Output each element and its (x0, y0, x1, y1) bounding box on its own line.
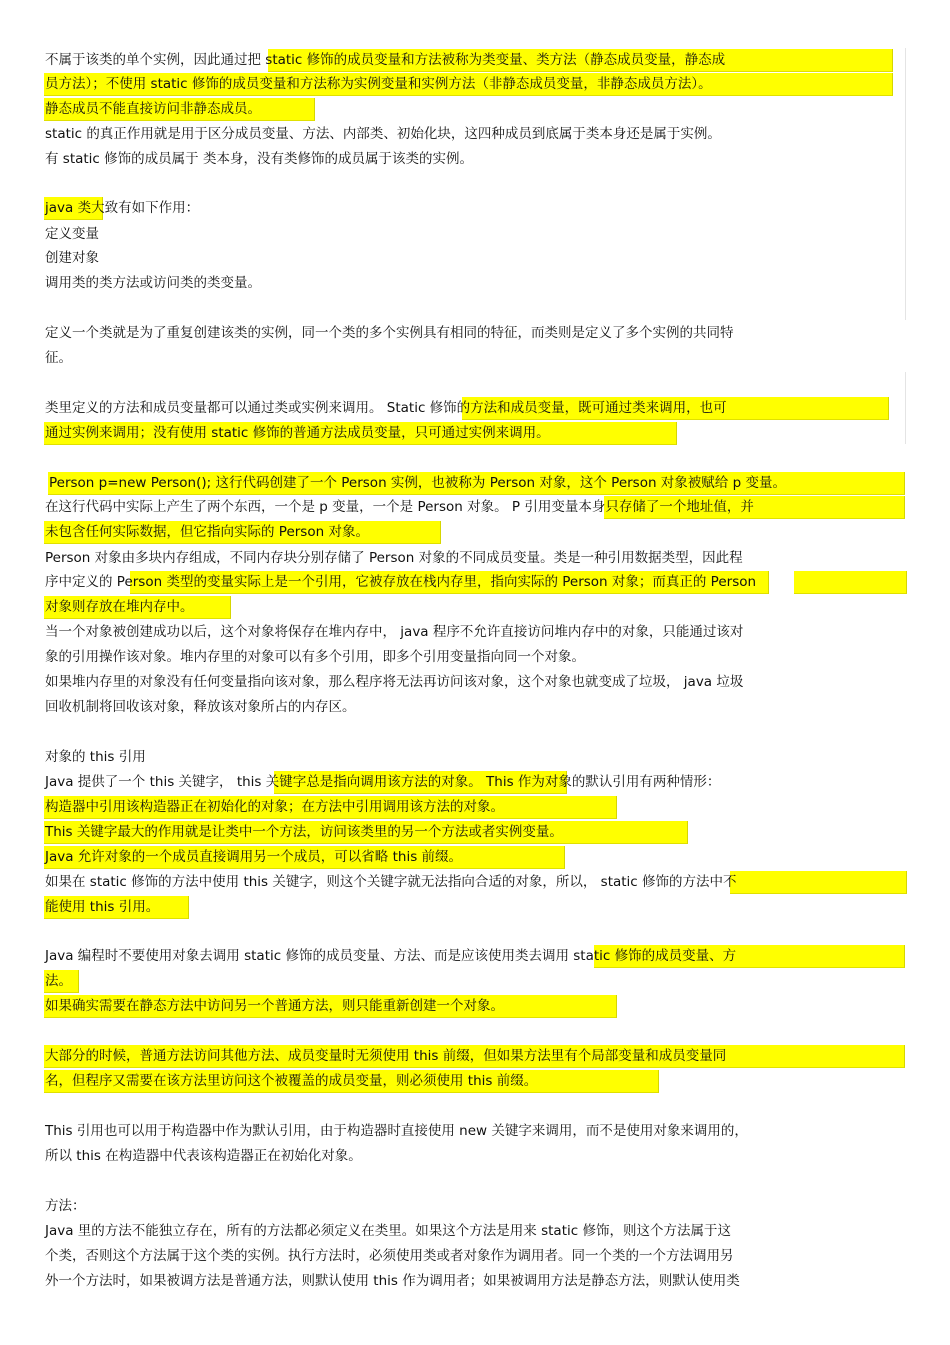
text-line: 外一个方法时，如果被调方法是普通方法，则默认使用 this 作为调用者；如果被调用方法是静态方法，则默认使用类 (45, 1273, 740, 1289)
text-line: 如果堆内存里的对象没有任何变量指向该对象，那么程序将无法再访问该对象，这个对象也就变成了垃圾， java 垃圾 (45, 674, 744, 690)
text-line: 如果在 static 修饰的方法中使用 this 关键字，则这个关键字就无法指向合适的对象，所以， static 修饰的方法中不 (45, 874, 737, 890)
text-line: 序中定义的 Person 类型的变量实际上是一个引用，它被存放在栈内存里，指向实际的 Person 对象；而真正的 Person (45, 574, 757, 590)
page-edge-mark (905, 372, 906, 444)
text-line: 所以 this 在构造器中代表该构造器正在初始化对象。 (45, 1148, 362, 1164)
text-line: Java 允许对象的一个成员直接调用另一个成员，可以省略 this 前缀。 (45, 849, 463, 865)
text-line: 征。 (45, 350, 72, 366)
text-line: Java 里的方法不能独立存在，所有的方法都必须定义在类里。如果这个方法是用来 static 修饰，则这个方法属于这 (45, 1223, 731, 1239)
text-line: Java 提供了一个 this 关键字， this 关键字总是指向调用该方法的对象。 This 作为对象的默认引用有两种情形： (45, 774, 721, 790)
text-line: Java 编程时不要使用对象去调用 static 修饰的成员变量、方法、而是应该使用类去调用 static 修饰的成员变量、方 (45, 948, 737, 964)
page-edge-mark (905, 48, 906, 320)
text-line: 定义变量 (45, 226, 99, 242)
text-line: 员方法）；不使用 static 修饰的成员变量和方法称为实例变量和实例方法（非静态成员变量，非静态成员方法）。 (45, 76, 712, 92)
text-line: 静态成员不能直接访问非静态成员。 (45, 101, 261, 117)
text-line: Person 对象由多块内存组成，不同内存块分别存储了 Person 对象的不同成员变量。类是一种引用数据类型，因此程 (45, 550, 743, 566)
text-line: 调用类的类方法或访问类的类变量。 (45, 275, 261, 291)
text-line: 类里定义的方法和成员变量都可以通过类或实例来调用。 Static 修饰的方法和成员变量，既可通过类来调用，也可 (45, 400, 727, 416)
text-line: 构造器中引用该构造器正在初始化的对象；在方法中引用调用该方法的对象。 (45, 799, 504, 815)
text-line: This 关键字最大的作用就是让类中一个方法，访问该类里的另一个方法或者实例变量。 (45, 824, 563, 840)
text-line: 未包含任何实际数据，但它指向实际的 Person 对象。 (45, 524, 369, 540)
text-line: This 引用也可以用于构造器中作为默认引用，由于构造器时直接使用 new 关键字来调用，而不是使用对象来调用的， (45, 1123, 748, 1139)
text-line: 法。 (45, 973, 72, 989)
text-line: 对象的 this 引用 (45, 749, 146, 765)
text-line: Person p=new Person(); 这行代码创建了一个 Person 实例，也被称为 Person 对象，这个 Person 对象被赋给 p 变量。 (49, 475, 786, 491)
highlight (730, 871, 907, 894)
highlight (794, 571, 907, 594)
text-line: 大部分的时候，普通方法访问其他方法、成员变量时无须使用 this 前缀，但如果方法里有个局部变量和成员变量同 (45, 1048, 727, 1064)
text-line: 定义一个类就是为了重复创建该类的实例，同一个类的多个实例具有相同的特征，而类则是定义了多个实例的共同特 (45, 325, 734, 341)
text-line: 如果确实需要在静态方法中访问另一个普通方法，则只能重新创建一个对象。 (45, 998, 504, 1014)
text-line: 方法： (45, 1198, 86, 1214)
text-line: 创建对象 (45, 250, 99, 266)
text-line: 通过实例来调用；没有使用 static 修饰的普通方法成员变量，只可通过实例来调用。 (45, 425, 550, 441)
text-line: java 类大致有如下作用： (45, 200, 200, 216)
text-line: 回收机制将回收该对象，释放该对象所占的内存区。 (45, 699, 356, 715)
text-line: 名，但程序又需要在该方法里访问这个被覆盖的成员变量，则必须使用 this 前缀。 (45, 1073, 538, 1089)
text-line: 个类，否则这个方法属于这个类的实例。执行方法时，必须使用类或者对象作为调用者。同一个类的一个方法调用另 (45, 1248, 734, 1264)
text-line: 有 static 修饰的成员属于 类本身，没有类修饰的成员属于该类的实例。 (45, 151, 473, 167)
text-line: 象的引用操作该对象。堆内存里的对象可以有多个引用，即多个引用变量指向同一个对象。 (45, 649, 585, 665)
text-line: 不属于该类的单个实例，因此通过把 static 修饰的成员变量和方法被称为类变量、类方法（静态成员变量，静态成 (45, 52, 726, 68)
text-line: static 的真正作用就是用于区分成员变量、方法、内部类、初始化块，这四种成员到底属于类本身还是属于实例。 (45, 126, 721, 142)
text-line: 在这行代码中实际上产生了两个东西，一个是 p 变量，一个是 Person 对象。 P 引用变量本身只存储了一个地址值，并 (45, 499, 754, 515)
text-line: 当一个对象被创建成功以后，这个对象将保存在堆内存中， java 程序不允许直接访问堆内存中的对象，只能通过该对 (45, 624, 744, 640)
text-line: 对象则存放在堆内存中。 (45, 599, 194, 615)
text-line: 能使用 this 引用。 (45, 899, 160, 915)
